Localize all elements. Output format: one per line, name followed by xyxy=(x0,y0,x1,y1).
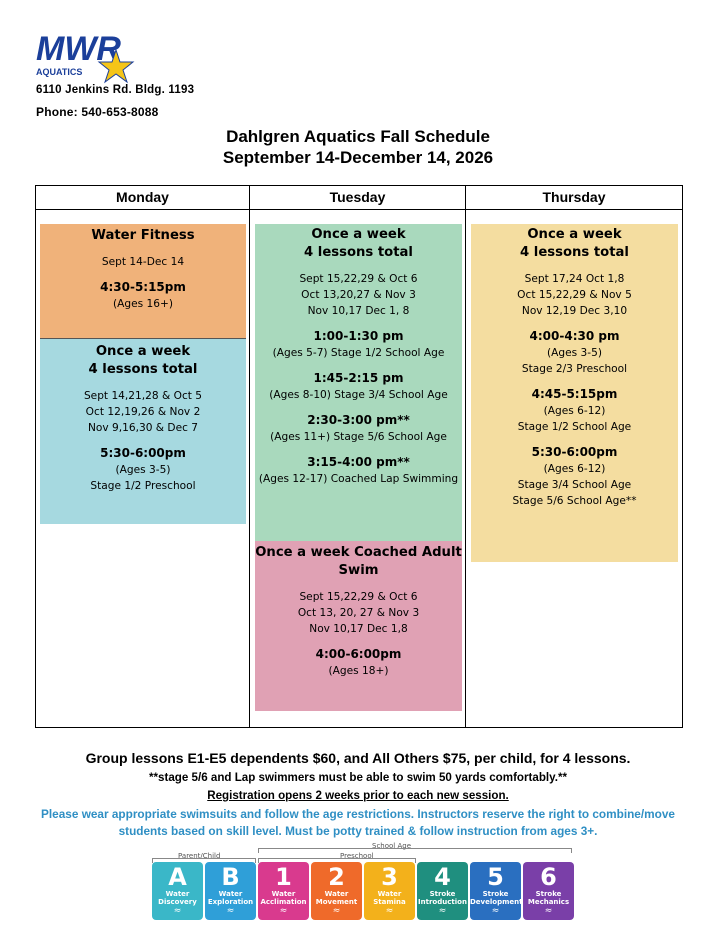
monday-ages: (Ages 3-5) xyxy=(115,464,171,476)
level-tile-line-1: Water xyxy=(165,890,190,898)
level-tile-line-2: Introduction xyxy=(418,898,467,906)
level-tile-line-2: Exploration xyxy=(207,898,254,906)
swimmer-icon: ≈ xyxy=(544,906,553,916)
schedule-table xyxy=(35,185,683,728)
level-tile-letter: 6 xyxy=(540,863,557,891)
thursday-slot-3-stage-2: Stage 5/6 School Age** xyxy=(512,495,637,507)
levels-row xyxy=(152,862,574,920)
monday-dates-2: Oct 12,19,26 & Nov 2 xyxy=(85,406,201,418)
level-tile-letter: A xyxy=(168,863,187,891)
swimmer-icon: ≈ xyxy=(332,906,341,916)
level-tile xyxy=(364,862,415,920)
thursday-lessons-block xyxy=(471,224,678,562)
thursday-dates-2: Oct 15,22,29 & Nov 5 xyxy=(517,289,632,301)
level-tile-line-2: Movement xyxy=(315,898,358,906)
thursday-lessons-title: Once a week xyxy=(527,227,622,242)
level-tile-line-2: Stamina xyxy=(373,898,406,906)
tuesday-slot-4-time: 3:15-4:00 pm** xyxy=(307,455,410,469)
thursday-slot-3-time: 5:30-6:00pm xyxy=(531,445,618,459)
tuesday-slot-3-desc: (Ages 11+) Stage 5/6 School Age xyxy=(270,431,447,443)
tuesday-dates-1: Sept 15,22,29 & Oct 6 xyxy=(299,273,418,285)
swim-requirement-note: **stage 5/6 and Lap swimmers must be able to swim 50 yards comfortably.** xyxy=(149,771,567,784)
parent-child-label: Parent/Child xyxy=(178,852,221,860)
adult-swim-block xyxy=(255,541,462,711)
thursday-dates-3: Nov 12,19 Dec 3,10 xyxy=(521,305,628,317)
level-tile xyxy=(258,862,309,920)
level-tile-letter: 4 xyxy=(434,863,451,891)
thursday-lessons-subtitle: 4 lessons total xyxy=(520,245,629,260)
tuesday-dates-2: Oct 13,20,27 & Nov 3 xyxy=(301,289,416,301)
thursday-slot-2-ages: (Ages 6-12) xyxy=(543,405,606,417)
level-tile-line-1: Stroke xyxy=(429,890,456,898)
level-tile xyxy=(470,862,521,920)
level-tile-line-1: Water xyxy=(271,890,296,898)
school-age-label: School Age xyxy=(372,842,412,850)
level-tile-line-2: Mechanics xyxy=(527,898,570,906)
school-age-bracket xyxy=(258,848,572,853)
adult-time: 4:00-6:00pm xyxy=(315,647,402,661)
tuesday-dates-3: Nov 10,17 Dec 1, 8 xyxy=(307,305,410,317)
level-tile-line-1: Water xyxy=(324,890,349,898)
swimmer-icon: ≈ xyxy=(279,906,288,916)
tuesday-lessons-title: Once a week xyxy=(311,227,406,242)
thursday-slot-3-stage-1: Stage 3/4 School Age xyxy=(517,479,632,491)
thursday-slot-1-time: 4:00-4:30 pm xyxy=(529,329,620,343)
swim-levels-graphic xyxy=(150,842,574,932)
level-tile-letter: 2 xyxy=(328,863,345,891)
registration-note: Registration opens 2 weeks prior to each new session. xyxy=(207,789,509,802)
water-fitness-ages: (Ages 16+) xyxy=(113,298,173,310)
level-tile-line-1: Stroke xyxy=(535,890,562,898)
water-fitness-block xyxy=(40,224,246,338)
tuesday-slot-2-desc: (Ages 8-10) Stage 3/4 School Age xyxy=(269,389,448,401)
tuesday-slot-1-time: 1:00-1:30 pm xyxy=(313,329,404,343)
tuesday-lessons-block xyxy=(255,224,462,541)
monday-time: 5:30-6:00pm xyxy=(100,446,186,460)
monday-dates-3: Nov 9,16,30 & Dec 7 xyxy=(87,422,199,434)
thursday-slot-1-stage: Stage 2/3 Preschool xyxy=(521,363,628,375)
monday-dates-1: Sept 14,21,28 & Oct 5 xyxy=(83,390,203,402)
thursday-dates-1: Sept 17,24 Oct 1,8 xyxy=(524,273,625,285)
monday-lessons-subtitle: 4 lessons total xyxy=(88,362,198,377)
tuesday-header: Tuesday xyxy=(250,186,465,210)
tuesday-slot-1-desc: (Ages 5-7) Stage 1/2 School Age xyxy=(272,347,445,359)
tuesday-slot-4-desc: (Ages 12-17) Coached Lap Swimming xyxy=(258,473,459,485)
level-tile-line-2: Discovery xyxy=(158,898,197,906)
thursday-slot-2-time: 4:45-5:15pm xyxy=(531,387,618,401)
swimmer-icon: ≈ xyxy=(491,906,500,916)
adult-dates-2: Oct 13, 20, 27 & Nov 3 xyxy=(297,607,420,619)
level-tile-letter: B xyxy=(221,863,240,891)
level-tile xyxy=(152,862,203,920)
monday-stage: Stage 1/2 Preschool xyxy=(90,480,196,492)
water-fitness-title: Water Fitness xyxy=(91,228,195,243)
phone-number: Phone: 540-653-8088 xyxy=(36,105,159,119)
monday-lessons-block xyxy=(40,338,246,524)
monday-header: Monday xyxy=(36,186,249,210)
thursday-slot-3-ages: (Ages 6-12) xyxy=(543,463,606,475)
level-tile-letter: 3 xyxy=(381,863,398,891)
logo-text: MWR xyxy=(36,30,121,68)
tuesday-slot-3-time: 2:30-3:00 pm** xyxy=(307,413,410,427)
tuesday-lessons-subtitle: 4 lessons total xyxy=(304,245,413,260)
thursday-slot-2-stage: Stage 1/2 School Age xyxy=(517,421,632,433)
swimmer-icon: ≈ xyxy=(173,906,182,916)
adult-swim-subtitle: Swim xyxy=(338,563,379,578)
adult-swim-title: Once a week Coached Adult xyxy=(255,545,462,560)
level-tile xyxy=(205,862,256,920)
adult-ages: (Ages 18+) xyxy=(328,665,389,677)
logo-subtext: AQUATICS xyxy=(36,67,83,77)
swimmer-icon: ≈ xyxy=(438,906,447,916)
level-tile-line-2: Acclimation xyxy=(260,898,307,906)
level-tile-letter: 1 xyxy=(275,863,292,891)
preschool-label: Preschool xyxy=(340,852,374,860)
tuesday-slot-2-time: 1:45-2:15 pm xyxy=(313,371,404,385)
level-tile xyxy=(523,862,574,920)
level-tile-letter: 5 xyxy=(487,863,504,891)
thursday-header: Thursday xyxy=(466,186,682,210)
level-tile-line-1: Stroke xyxy=(482,890,509,898)
level-tile-line-2: Development xyxy=(470,898,523,906)
level-tile xyxy=(417,862,468,920)
policy-text: Please wear appropriate swimsuits and follow the age restrictions. Instructors reserve the right to combine/move students based on skill level. Must be potty trained & follow instruction from ages 3+. xyxy=(41,807,675,838)
adult-dates-3: Nov 10,17 Dec 1,8 xyxy=(309,623,408,635)
thursday-slot-1-ages: (Ages 3-5) xyxy=(547,347,602,359)
level-tile-line-1: Water xyxy=(218,890,243,898)
adult-dates-1: Sept 15,22,29 & Oct 6 xyxy=(299,591,418,603)
water-fitness-dates: Sept 14-Dec 14 xyxy=(101,256,185,268)
swimmer-icon: ≈ xyxy=(226,906,235,916)
mwr-aquatics-logo xyxy=(34,26,144,86)
water-fitness-time: 4:30-5:15pm xyxy=(100,280,186,294)
address: 6110 Jenkins Rd. Bldg. 1193 xyxy=(36,84,195,96)
page-subtitle: September 14-December 14, 2026 xyxy=(222,148,494,167)
level-tile-line-1: Water xyxy=(377,890,402,898)
monday-lessons-title: Once a week xyxy=(95,344,191,359)
level-tile xyxy=(311,862,362,920)
page-title: Dahlgren Aquatics Fall Schedule xyxy=(226,127,490,146)
pricing-text: Group lessons E1-E5 dependents $60, and All Others $75, per child, for 4 lessons. xyxy=(85,750,631,766)
swimmer-icon: ≈ xyxy=(385,906,394,916)
